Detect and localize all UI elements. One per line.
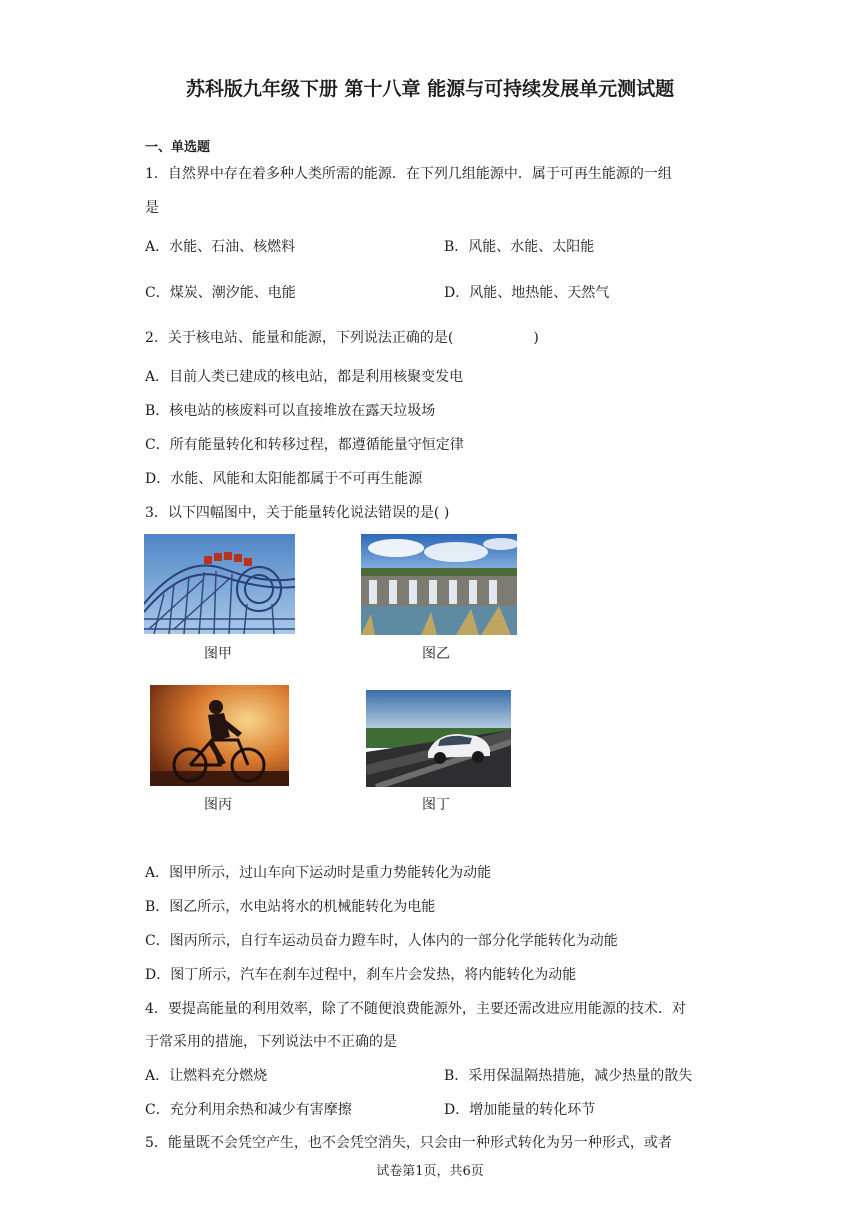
caption-ding: 图丁 [422, 797, 450, 813]
car-image [366, 690, 511, 787]
q1-option-c: C．煤炭、潮汐能、电能 [145, 285, 296, 301]
q4-option-d: D．增加能量的转化环节 [444, 1102, 596, 1118]
roller-coaster-image [144, 534, 295, 634]
q2-stem [145, 327, 539, 347]
q2-stem-close: ) [533, 330, 539, 346]
page-title: 苏科版九年级下册 第十八章 能源与可持续发展单元测试题 [185, 78, 675, 100]
q2-option-d: D．水能、风能和太阳能都属于不可再生能源 [145, 471, 423, 487]
caption-jia: 图甲 [204, 646, 232, 662]
page-footer: 试卷第1页，共6页 [376, 1164, 484, 1179]
cyclist-image [150, 685, 289, 786]
q2-option-c: C．所有能量转化和转移过程，都遵循能量守恒定律 [145, 437, 464, 453]
section-heading: 一、单选题 [145, 140, 211, 155]
q1-option-d: D．风能、地热能、天然气 [444, 285, 610, 301]
q1-option-a: A．水能、石油、核燃料 [145, 239, 296, 255]
q4-option-b: B．采用保温隔热措施，减少热量的散失 [444, 1068, 693, 1084]
q3-option-d: D．图丁所示，汽车在刹车过程中，刹车片会发热，将内能转化为动能 [145, 967, 577, 983]
q4-option-a: A．让燃料充分燃烧 [145, 1068, 268, 1084]
q5-stem-line1: 5．能量既不会凭空产生，也不会凭空消失，只会由一种形式转化为另一种形式，或者 [145, 1135, 672, 1151]
q4-stem-line2: 于常采用的措施，下列说法中不正确的是 [145, 1034, 397, 1050]
q1-option-b: B．风能、水能、太阳能 [444, 239, 595, 255]
q4-stem-line1: 4．要提高能量的利用效率，除了不随便浪费能源外，主要还需改进应用能源的技术．对 [145, 1001, 686, 1017]
q3-stem: 3．以下四幅图中，关于能量转化说法错误的是( ) [145, 505, 450, 521]
q2-option-b: B．核电站的核废料可以直接堆放在露天垃圾场 [145, 403, 436, 419]
caption-bing: 图丙 [204, 797, 232, 813]
q1-stem-line1: 1．自然界中存在着多种人类所需的能源．在下列几组能源中．属于可再生能源的一组 [145, 166, 672, 182]
q1-stem-line2: 是 [145, 200, 159, 216]
caption-yi: 图乙 [422, 646, 450, 662]
q2-stem-text: 2．关于核电站、能量和能源，下列说法正确的是( [145, 330, 454, 346]
q4-option-c: C．充分利用余热和减少有害摩擦 [145, 1102, 352, 1118]
q3-option-c: C．图丙所示，自行车运动员奋力蹬车时，人体内的一部分化学能转化为动能 [145, 933, 618, 949]
hydropower-dam-image [361, 534, 517, 635]
q2-option-a: A．目前人类已建成的核电站，都是利用核聚变发电 [145, 369, 464, 385]
q3-option-b: B．图乙所示，水电站将水的机械能转化为电能 [145, 899, 436, 915]
q3-option-a: A．图甲所示，过山车向下运动时是重力势能转化为动能 [145, 865, 492, 881]
